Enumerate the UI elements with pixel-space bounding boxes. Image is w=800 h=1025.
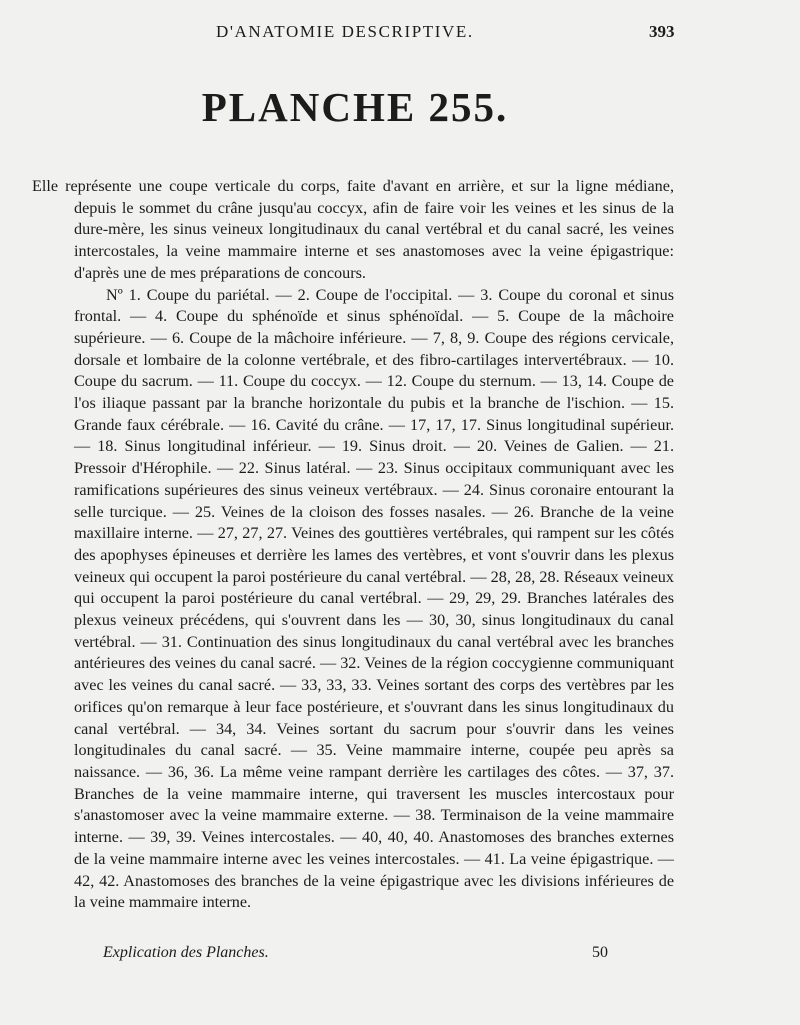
legend-paragraph: Nº 1. Coupe du pariétal. — 2. Coupe de l'occipital. — 3. Coupe du coronal et sinus frontal. — 4. Coupe du sphénoïde et sinus sphénoïdal. — 5. Coupe de la mâchoire supérieure. — 6. Coupe de la mâchoire inférieure. — 7, 8, 9. Coupe des régions cervicale, dorsale et lombaire de la colonne vertébrale, et des fibro-cartilages intervertébraux. — 10. Coupe du sacrum. — 11. Coupe du coccyx. — 12. Coupe du sternum. — 13, 14. Coupe de l'os iliaque passant par la branche horizontale du pubis et la branche de l'ischion. — 15. Grande faux cérébrale. — 16. Cavité du crâne. — 17, 17, 17. Sinus longitudinal supérieur. — 18. Sinus longitudinal inférieur. — 19. Sinus droit. — 20. Veines de Galien. — 21. Pressoir d'Hérophile. — 22. Sinus latéral. — 23. Sinus occipitaux communiquant avec les ramifications supérieures des sinus veineux vertébraux. — 24. Sinus coronaire entourant la selle turcique. — 25. Veines de la cloison des fosses nasales. — 26. Branche de la veine maxillaire interne. — 27, 27, 27. Veines des gouttières vertébrales, qui rampent sur les côtés des apophyses épineuses et derrière les lames des vertèbres, et vont s'ouvrir dans les plexus veineux qui occupent la paroi postérieure du canal vertébral. — 28, 28, 28. Réseaux veineux qui occupent la paroi postérieure du canal vertébral. — 29, 29, 29. Branches latérales des plexus veineux précédens, qui s'ouvrent dans les — 30, 30, sinus longitudinaux du canal vertébral. — 31. Continuation des sinus longitudinaux du canal vertébral avec les branches antérieures des veines du canal sacré. — 32. Veines de la région coccygienne communiquant avec les veines du canal sacré. — 33, 33, 33. Veines sortant des corps des vertèbres par les orifices qu'on remarque à leur face postérieure, et s'ouvrant dans les sinus longitudinaux du canal vertébral. — 34, 34. Veines sortant du sacrum pour s'ouvrir dans les veines longitudinales du canal sacré. — 35. Veine mammaire interne, coupée peu après sa naissance. — 36, 36. La même veine rampant derrière les cartilages des côtes. — 37, 37. Branches de la veine mammaire interne, qui traversent les muscles intercostaux pour s'anastomoser avec la veine mammaire externe. — 38. Terminaison de la veine mammaire interne. — 39, 39. Veines intercostales. — 40, 40, 40. Anastomoses des branches externes de la veine mammaire interne avec les veines intercostales. — 41. La veine épigastrique. — 42, 42. Anastomoses des branches de la veine épigastrique avec les divisions inférieures de la veine mammaire interne. bbox=[74, 285, 674, 912]
intro-paragraph: Elle représente une coupe verticale du corps, faite d'avant en arrière, et sur la ligne médiane, depuis le sommet du crâne jusqu'au coccyx, afin de faire voir les veines et les sinus de la dure-mère, les sinus veineux longitudinaux du canal vertébral et du canal sacré, les veines intercostales, la veine mammaire interne et ses anastomoses avec la veine épigastrique: d'après une de mes préparations de concours. bbox=[32, 177, 674, 282]
signature-line: Explication des Planches. bbox=[103, 944, 269, 961]
plate-title: PLANCHE 255. bbox=[201, 84, 509, 130]
page-number: 393 bbox=[649, 22, 675, 41]
running-head bbox=[0, 22, 800, 46]
signature-mark: 50 bbox=[592, 944, 608, 961]
running-title: D'ANATOMIE DESCRIPTIVE. bbox=[216, 22, 474, 41]
body-text bbox=[32, 176, 674, 914]
footer bbox=[0, 944, 800, 966]
